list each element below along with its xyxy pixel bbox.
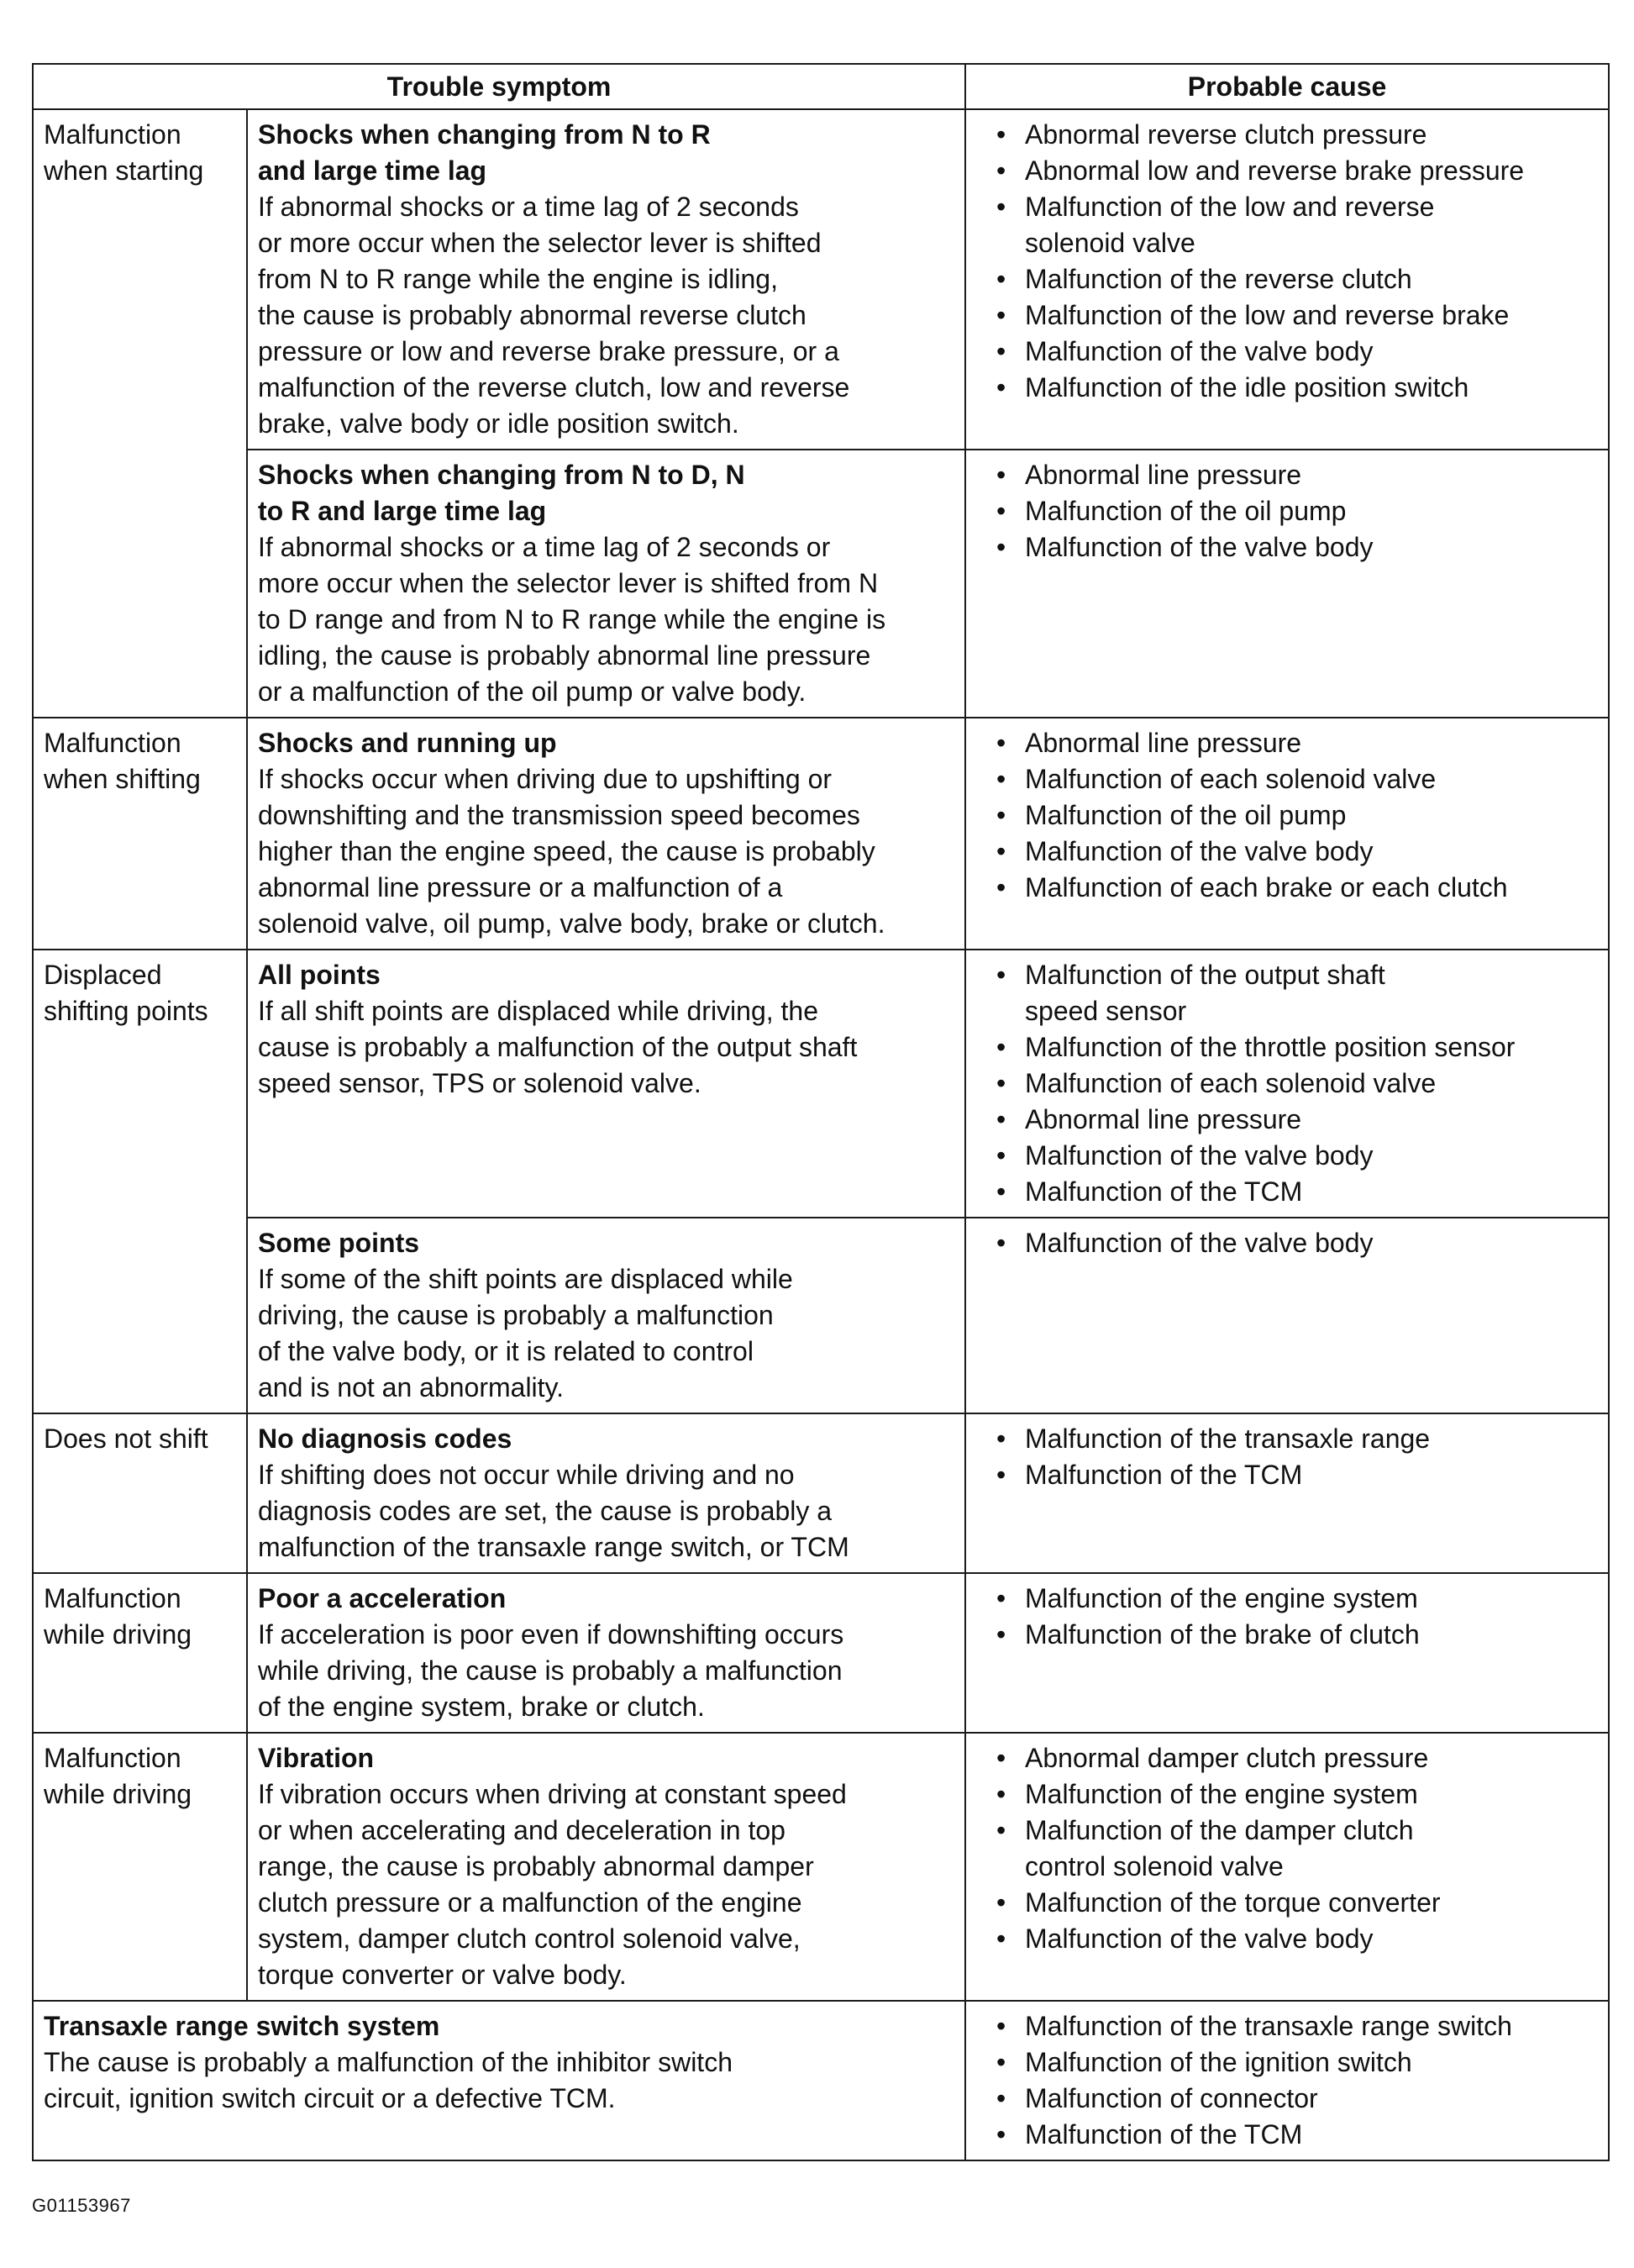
cause-item: • Abnormal damper clutch pressure bbox=[996, 1740, 1598, 1776]
cause-list bbox=[976, 1421, 1598, 1493]
cause-cell bbox=[965, 450, 1609, 718]
symptom-title: All points bbox=[258, 960, 381, 990]
cause-cell bbox=[965, 950, 1609, 1218]
cause-item: • Malfunction of each solenoid valve bbox=[996, 1066, 1598, 1102]
cause-list bbox=[976, 457, 1598, 566]
category-cell bbox=[33, 1573, 247, 1733]
symptom-title: Transaxle range switch system bbox=[44, 2011, 440, 2041]
table-row bbox=[33, 1733, 1609, 2001]
symptom-description: If all shift points are displaced while driving, the cause is probably a malfunction of the output shaft speed sensor, TPS or solenoid valve. bbox=[258, 996, 858, 1098]
cause-item: • Abnormal reverse clutch pressure bbox=[996, 117, 1598, 153]
cause-cell bbox=[965, 718, 1609, 950]
cause-cell bbox=[965, 1733, 1609, 2001]
trouble-symptom-table bbox=[32, 63, 1610, 2161]
cause-item: • Malfunction of the damper clutch control solenoid valve bbox=[996, 1813, 1598, 1885]
figure-id: G01153967 bbox=[32, 2195, 131, 2216]
cause-item: • Malfunction of the valve body bbox=[996, 1225, 1598, 1261]
symptom-cell bbox=[247, 950, 965, 1218]
cause-item: • Malfunction of the brake of clutch bbox=[996, 1617, 1598, 1653]
table-row bbox=[33, 2001, 1609, 2160]
symptom-title: Vibration bbox=[258, 1743, 375, 1773]
category-label: Malfunction when shifting bbox=[44, 728, 201, 794]
cause-item: • Malfunction of the low and reverse brake bbox=[996, 297, 1598, 334]
symptom-cell bbox=[247, 109, 965, 450]
cause-item: • Malfunction of the idle position switch bbox=[996, 370, 1598, 406]
table-body bbox=[33, 109, 1609, 2160]
symptom-title: Shocks and running up bbox=[258, 728, 557, 758]
cause-item: • Malfunction of the ignition switch bbox=[996, 2044, 1598, 2081]
cause-item: • Malfunction of the valve body bbox=[996, 334, 1598, 370]
table-row bbox=[33, 950, 1609, 1218]
symptom-description: If abnormal shocks or a time lag of 2 seconds or more occur when the selector lever is shifted from N to R range while the engine is idling, the cause is probably abnormal reverse clutch pressure or low and reverse brake pressure, or a malfunction of the reverse clutch, low and reverse brake, valve body or idle position switch. bbox=[258, 192, 850, 439]
probable-cause-header: Probable cause bbox=[965, 64, 1609, 109]
symptom-title: Shocks when changing from N to R and large time lag bbox=[258, 119, 711, 186]
symptom-cell bbox=[33, 2001, 965, 2160]
cause-list bbox=[976, 117, 1598, 406]
symptom-cell bbox=[247, 1413, 965, 1573]
category-label: Does not shift bbox=[44, 1423, 208, 1454]
table-row bbox=[33, 109, 1609, 450]
symptom-description: The cause is probably a malfunction of the inhibitor switch circuit, ignition switch circuit or a defective TCM. bbox=[44, 2047, 733, 2113]
category-cell bbox=[33, 950, 247, 1413]
cause-item: • Abnormal line pressure bbox=[996, 457, 1598, 493]
cause-cell bbox=[965, 109, 1609, 450]
cause-item: • Malfunction of the valve body bbox=[996, 529, 1598, 566]
symptom-description: If vibration occurs when driving at constant speed or when accelerating and deceleration in top range, the cause is probably abnormal damper clutch pressure or a malfunction of the engine system, damper clutch control solenoid valve, torque converter or valve body. bbox=[258, 1779, 847, 1990]
cause-item: • Malfunction of each brake or each clutch bbox=[996, 870, 1598, 906]
cause-item: • Malfunction of the valve body bbox=[996, 1921, 1598, 1957]
symptom-cell bbox=[247, 1573, 965, 1733]
cause-item: • Abnormal line pressure bbox=[996, 1102, 1598, 1138]
symptom-cell bbox=[247, 1733, 965, 2001]
category-cell bbox=[33, 1413, 247, 1573]
table-row bbox=[33, 718, 1609, 950]
symptom-description: If shifting does not occur while driving and no diagnosis codes are set, the cause is probably a malfunction of the transaxle range switch, or TCM bbox=[258, 1460, 849, 1562]
table-header-row bbox=[33, 64, 1609, 109]
cause-item: • Malfunction of the transaxle range switch bbox=[996, 2008, 1598, 2044]
table-row bbox=[33, 1573, 1609, 1733]
cause-list bbox=[976, 1581, 1598, 1653]
cause-list bbox=[976, 1740, 1598, 1957]
symptom-description: If acceleration is poor even if downshifting occurs while driving, the cause is probably a malfunction of the engine system, brake or clutch. bbox=[258, 1619, 844, 1722]
cause-item: • Abnormal low and reverse brake pressure bbox=[996, 153, 1598, 189]
cause-item: • Malfunction of each solenoid valve bbox=[996, 761, 1598, 797]
cause-item: • Malfunction of the reverse clutch bbox=[996, 261, 1598, 297]
symptom-title: No diagnosis codes bbox=[258, 1423, 512, 1454]
cause-item: • Malfunction of the low and reverse solenoid valve bbox=[996, 189, 1598, 261]
symptom-cell bbox=[247, 1218, 965, 1413]
cause-item: • Malfunction of the oil pump bbox=[996, 493, 1598, 529]
cause-list bbox=[976, 2008, 1598, 2153]
cause-item: • Malfunction of the throttle position sensor bbox=[996, 1029, 1598, 1066]
table-row bbox=[33, 1413, 1609, 1573]
category-label: Malfunction when starting bbox=[44, 119, 204, 186]
table-row bbox=[33, 1218, 1609, 1413]
category-label: Displaced shifting points bbox=[44, 960, 208, 1026]
cause-cell bbox=[965, 1218, 1609, 1413]
cause-cell bbox=[965, 1413, 1609, 1573]
symptom-description: If some of the shift points are displaced while driving, the cause is probably a malfunction of the valve body, or it is related to control and is not an abnormality. bbox=[258, 1264, 793, 1402]
cause-cell bbox=[965, 2001, 1609, 2160]
cause-item: • Malfunction of the valve body bbox=[996, 834, 1598, 870]
category-cell bbox=[33, 109, 247, 718]
trouble-symptom-header: Trouble symptom bbox=[33, 64, 965, 109]
symptom-title: Some points bbox=[258, 1228, 420, 1258]
category-cell bbox=[33, 1733, 247, 2001]
cause-item: • Malfunction of the engine system bbox=[996, 1581, 1598, 1617]
cause-item: • Malfunction of connector bbox=[996, 2081, 1598, 2117]
cause-cell bbox=[965, 1573, 1609, 1733]
cause-item: • Malfunction of the oil pump bbox=[996, 797, 1598, 834]
symptom-title: Shocks when changing from N to D, N to R and large time lag bbox=[258, 460, 745, 526]
category-label: Malfunction while driving bbox=[44, 1583, 192, 1650]
symptom-description: If abnormal shocks or a time lag of 2 seconds or more occur when the selector lever is shifted from N to D range and from N to R range while the engine is idling, the cause is probably abnormal line pressure or a malfunction of the oil pump or valve body. bbox=[258, 532, 886, 707]
cause-item: • Abnormal line pressure bbox=[996, 725, 1598, 761]
cause-item: • Malfunction of the torque converter bbox=[996, 1885, 1598, 1921]
cause-item: • Malfunction of the engine system bbox=[996, 1776, 1598, 1813]
cause-item: • Malfunction of the TCM bbox=[996, 1174, 1598, 1210]
symptom-cell bbox=[247, 718, 965, 950]
cause-list bbox=[976, 957, 1598, 1210]
category-cell bbox=[33, 718, 247, 950]
symptom-title: Poor a acceleration bbox=[258, 1583, 507, 1613]
cause-list bbox=[976, 1225, 1598, 1261]
cause-item: • Malfunction of the output shaft speed sensor bbox=[996, 957, 1598, 1029]
cause-item: • Malfunction of the TCM bbox=[996, 2117, 1598, 2153]
cause-item: • Malfunction of the TCM bbox=[996, 1457, 1598, 1493]
symptom-description: If shocks occur when driving due to upshifting or downshifting and the transmission speed becomes higher than the engine speed, the cause is probably abnormal line pressure or a malfunction of a solenoid valve, oil pump, valve body, brake or clutch. bbox=[258, 764, 885, 939]
table-row bbox=[33, 450, 1609, 718]
category-label: Malfunction while driving bbox=[44, 1743, 192, 1809]
cause-item: • Malfunction of the valve body bbox=[996, 1138, 1598, 1174]
cause-item: • Malfunction of the transaxle range bbox=[996, 1421, 1598, 1457]
cause-list bbox=[976, 725, 1598, 906]
symptom-cell bbox=[247, 450, 965, 718]
